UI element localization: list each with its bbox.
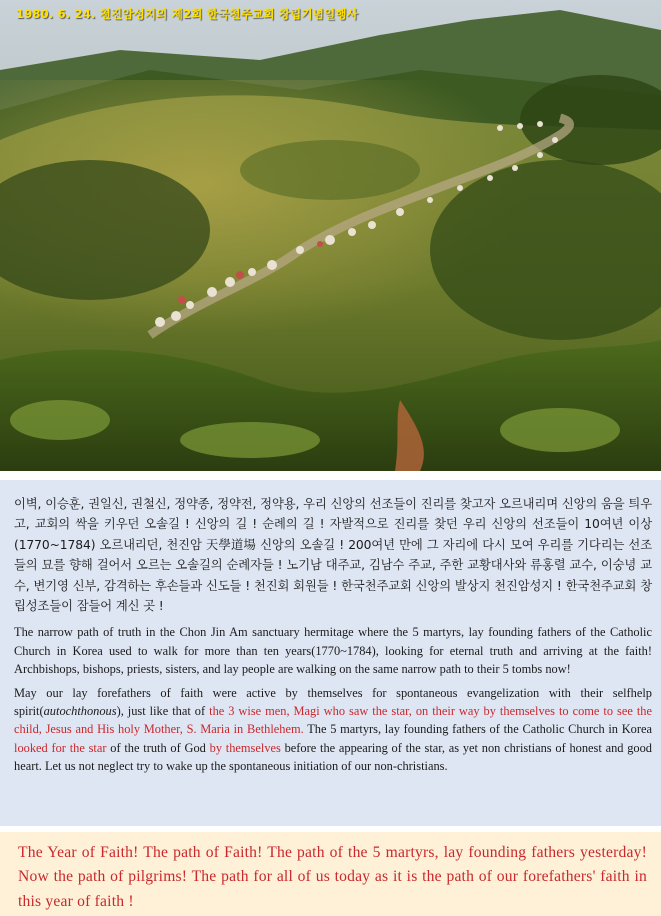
year-of-faith-banner: The Year of Faith! The path of Faith! The path of the 5 martyrs, lay founding fathers yesterday! Now the path of pilgrims! The path for all of us today as it is the path of our forefathers' faith in this year of faith ! <box>0 832 661 916</box>
p2-text-4: of the truth of God <box>106 740 210 755</box>
description-box <box>0 480 661 826</box>
p2-highlight-magi: the 3 wise men, Magi who saw the star, on their way by themselves to come to see the child, Jesus and His holy Mother, S. Maria in Bethlehem. <box>14 704 652 737</box>
korean-paragraph: 이벽, 이승훈, 권일신, 권철신, 정약종, 정약전, 정약용, 우리 신앙의 선조들이 진리를 찾고자 오르내리며 신앙의 움을 틔우고, 교회의 싹을 키우던 오솔길 ! 신앙의 길 ! 순례의 길 ! 자발적으로 진리를 찾던 우리 신앙의 선조들이 10여년 이상(1770~1784) 오르내리던, 천진암 天學道場 신앙의 오솔길 ! 200여년 만에 그 자리에 다시 모여 우리를 기다리는 선조들의 묘를 향해 걸어서 오르는 오솔길의 순례자들 ! 노기남 대주교, 김남수 주교, 주한 교황대사와 류홍렬 교수, 이숭녕 교수, 변기영 신부, 감격하는 후손들과 신도들 ! 천진회 회원들 ! 한국천주교회 신앙의 발상지 천진암성지 ! 한국천주교회 창립성조들이 잠들어 계신 곳 ! <box>14 497 652 614</box>
p2-text-3: The 5 martyrs, lay founding fathers of the Catholic Church in Korea <box>303 722 652 737</box>
english-paragraph-2 <box>14 684 652 775</box>
photo-caption: 1980. 6. 24. 천진암성지의 제2회 한국천주교회 창립기념일행사 <box>16 7 359 21</box>
p2-text-2: ), just like that of <box>116 704 210 719</box>
p2-text-5: before the appearing of the star, as yet non christians of honest and good heart. Let us not neglect try to wake up the spontaneous initiation of our non-christians. <box>14 740 653 773</box>
p2-highlight-star: looked for the star <box>14 740 107 755</box>
p2-highlight-themselves: by themselves <box>209 740 281 755</box>
english-paragraph-1: The narrow path of truth in the Chon Jin Am sanctuary hermitage where the 5 martyrs, lay founding fathers of the Catholic Church in Korea used to walk for more than ten years(1770~1784), looking for eternal truth and arriving at the faith! Archbishops, bishops, priests, sisters, and lay people are walking on the same narrow path to their 5 tombs now! <box>14 625 652 676</box>
p2-italic-term: autochthonous <box>43 704 117 719</box>
p2-text-1: May our lay forefathers of faith were active by themselves for spontaneous evangelization with their selfhelp spirit( <box>14 686 652 719</box>
